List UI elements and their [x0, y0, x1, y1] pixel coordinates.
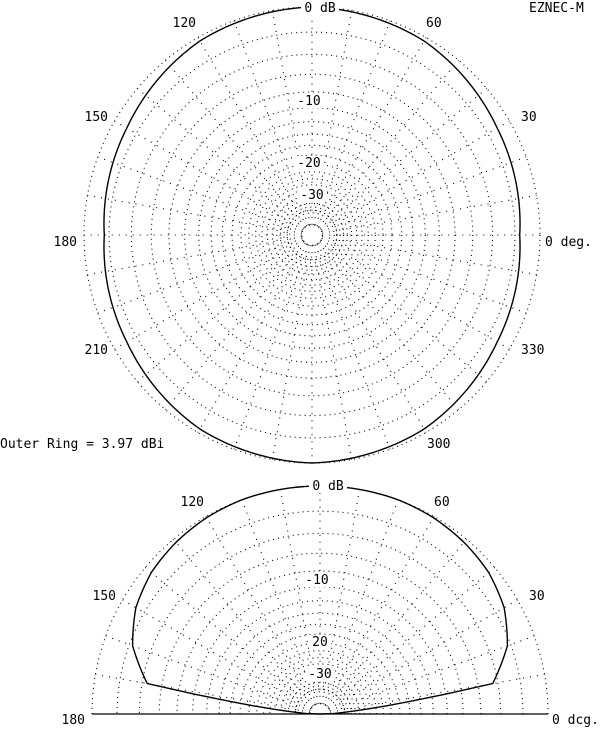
grid-ring	[292, 686, 348, 714]
pattern-curve	[104, 7, 520, 463]
grid-ring	[290, 213, 334, 257]
grid-ring	[289, 683, 352, 714]
angle-label: 150	[92, 589, 116, 604]
angle-label: 60	[434, 495, 450, 510]
grid-ring	[109, 32, 515, 438]
grid-spoke	[198, 38, 307, 227]
outer-ring-note: Outer Ring = 3.97 dBi	[0, 437, 165, 452]
grid-spoke	[319, 60, 459, 227]
grid-spoke	[173, 539, 313, 706]
grid-ring	[169, 92, 455, 378]
elevation-plot	[62, 479, 599, 728]
grid-spoke	[206, 517, 315, 706]
grid-ring	[185, 108, 440, 363]
grid-ring	[310, 704, 331, 714]
angle-label: 150	[84, 110, 108, 125]
grid-ring	[284, 207, 340, 263]
grid-spoke	[322, 195, 536, 233]
grid-spoke	[329, 600, 518, 709]
grid-spoke	[321, 240, 510, 349]
grid-spoke	[314, 245, 352, 459]
grid-spoke	[115, 121, 304, 230]
angle-label: 120	[180, 495, 204, 510]
grid-spoke	[272, 245, 310, 459]
grid-ring	[193, 587, 448, 714]
grid-spoke	[123, 600, 312, 709]
ring-label: 20	[312, 635, 328, 650]
ring-label: 0 dB	[312, 479, 344, 494]
angle-label: 60	[426, 16, 442, 31]
angle-label: 0 dcg.	[552, 713, 599, 728]
grid-spoke	[330, 674, 544, 712]
grid-spoke	[316, 245, 390, 450]
grid-spoke	[198, 244, 307, 433]
ring-label: -20	[297, 156, 321, 171]
grid-spoke	[327, 539, 467, 706]
angle-label: 210	[84, 343, 108, 358]
grid-spoke	[137, 88, 304, 228]
angle-label: 180	[53, 235, 77, 250]
angle-label: 120	[172, 16, 196, 31]
grid-spoke	[115, 240, 304, 349]
grid-ring	[84, 7, 540, 463]
grid-spoke	[320, 88, 487, 228]
grid-spoke	[322, 239, 527, 313]
ring-label: -30	[300, 188, 324, 203]
grid-ring	[302, 225, 323, 246]
grid-spoke	[145, 567, 312, 707]
grid-spoke	[322, 157, 527, 231]
grid-ring	[295, 689, 345, 714]
grid-ring	[139, 533, 500, 714]
angle-label: 30	[521, 110, 537, 125]
program-title: EZNEC-M	[529, 1, 584, 16]
grid-spoke	[321, 121, 510, 230]
grid-spoke	[320, 242, 487, 382]
grid-spoke	[325, 517, 434, 706]
ring-label: 0 dB	[304, 1, 336, 16]
ring-label: -30	[308, 667, 332, 682]
grid-spoke	[234, 245, 308, 450]
grid-spoke	[137, 242, 304, 382]
grid-spoke	[165, 243, 305, 410]
angle-label: 180	[61, 713, 85, 728]
grid-spoke	[317, 244, 426, 433]
grid-spoke	[95, 674, 309, 712]
grid-ring	[207, 601, 434, 714]
grid-ring	[219, 613, 421, 714]
angle-label: 30	[529, 589, 545, 604]
angle-label: 300	[427, 437, 451, 452]
azimuth-plot	[54, 1, 592, 463]
angle-label: 330	[521, 343, 545, 358]
grid-ring	[151, 74, 472, 395]
grid-spoke	[165, 60, 305, 227]
grid-spoke	[330, 636, 535, 710]
grid-spoke	[328, 567, 495, 707]
grid-spoke	[87, 237, 301, 275]
grid-spoke	[319, 243, 459, 410]
ring-label: -10	[305, 573, 329, 588]
grid-ring	[281, 204, 344, 267]
grid-spoke	[322, 237, 536, 275]
angle-label: 0 deg.	[545, 235, 592, 250]
ring-label: -10	[297, 94, 321, 109]
grid-spoke	[317, 38, 426, 227]
grid-spoke	[87, 195, 301, 233]
